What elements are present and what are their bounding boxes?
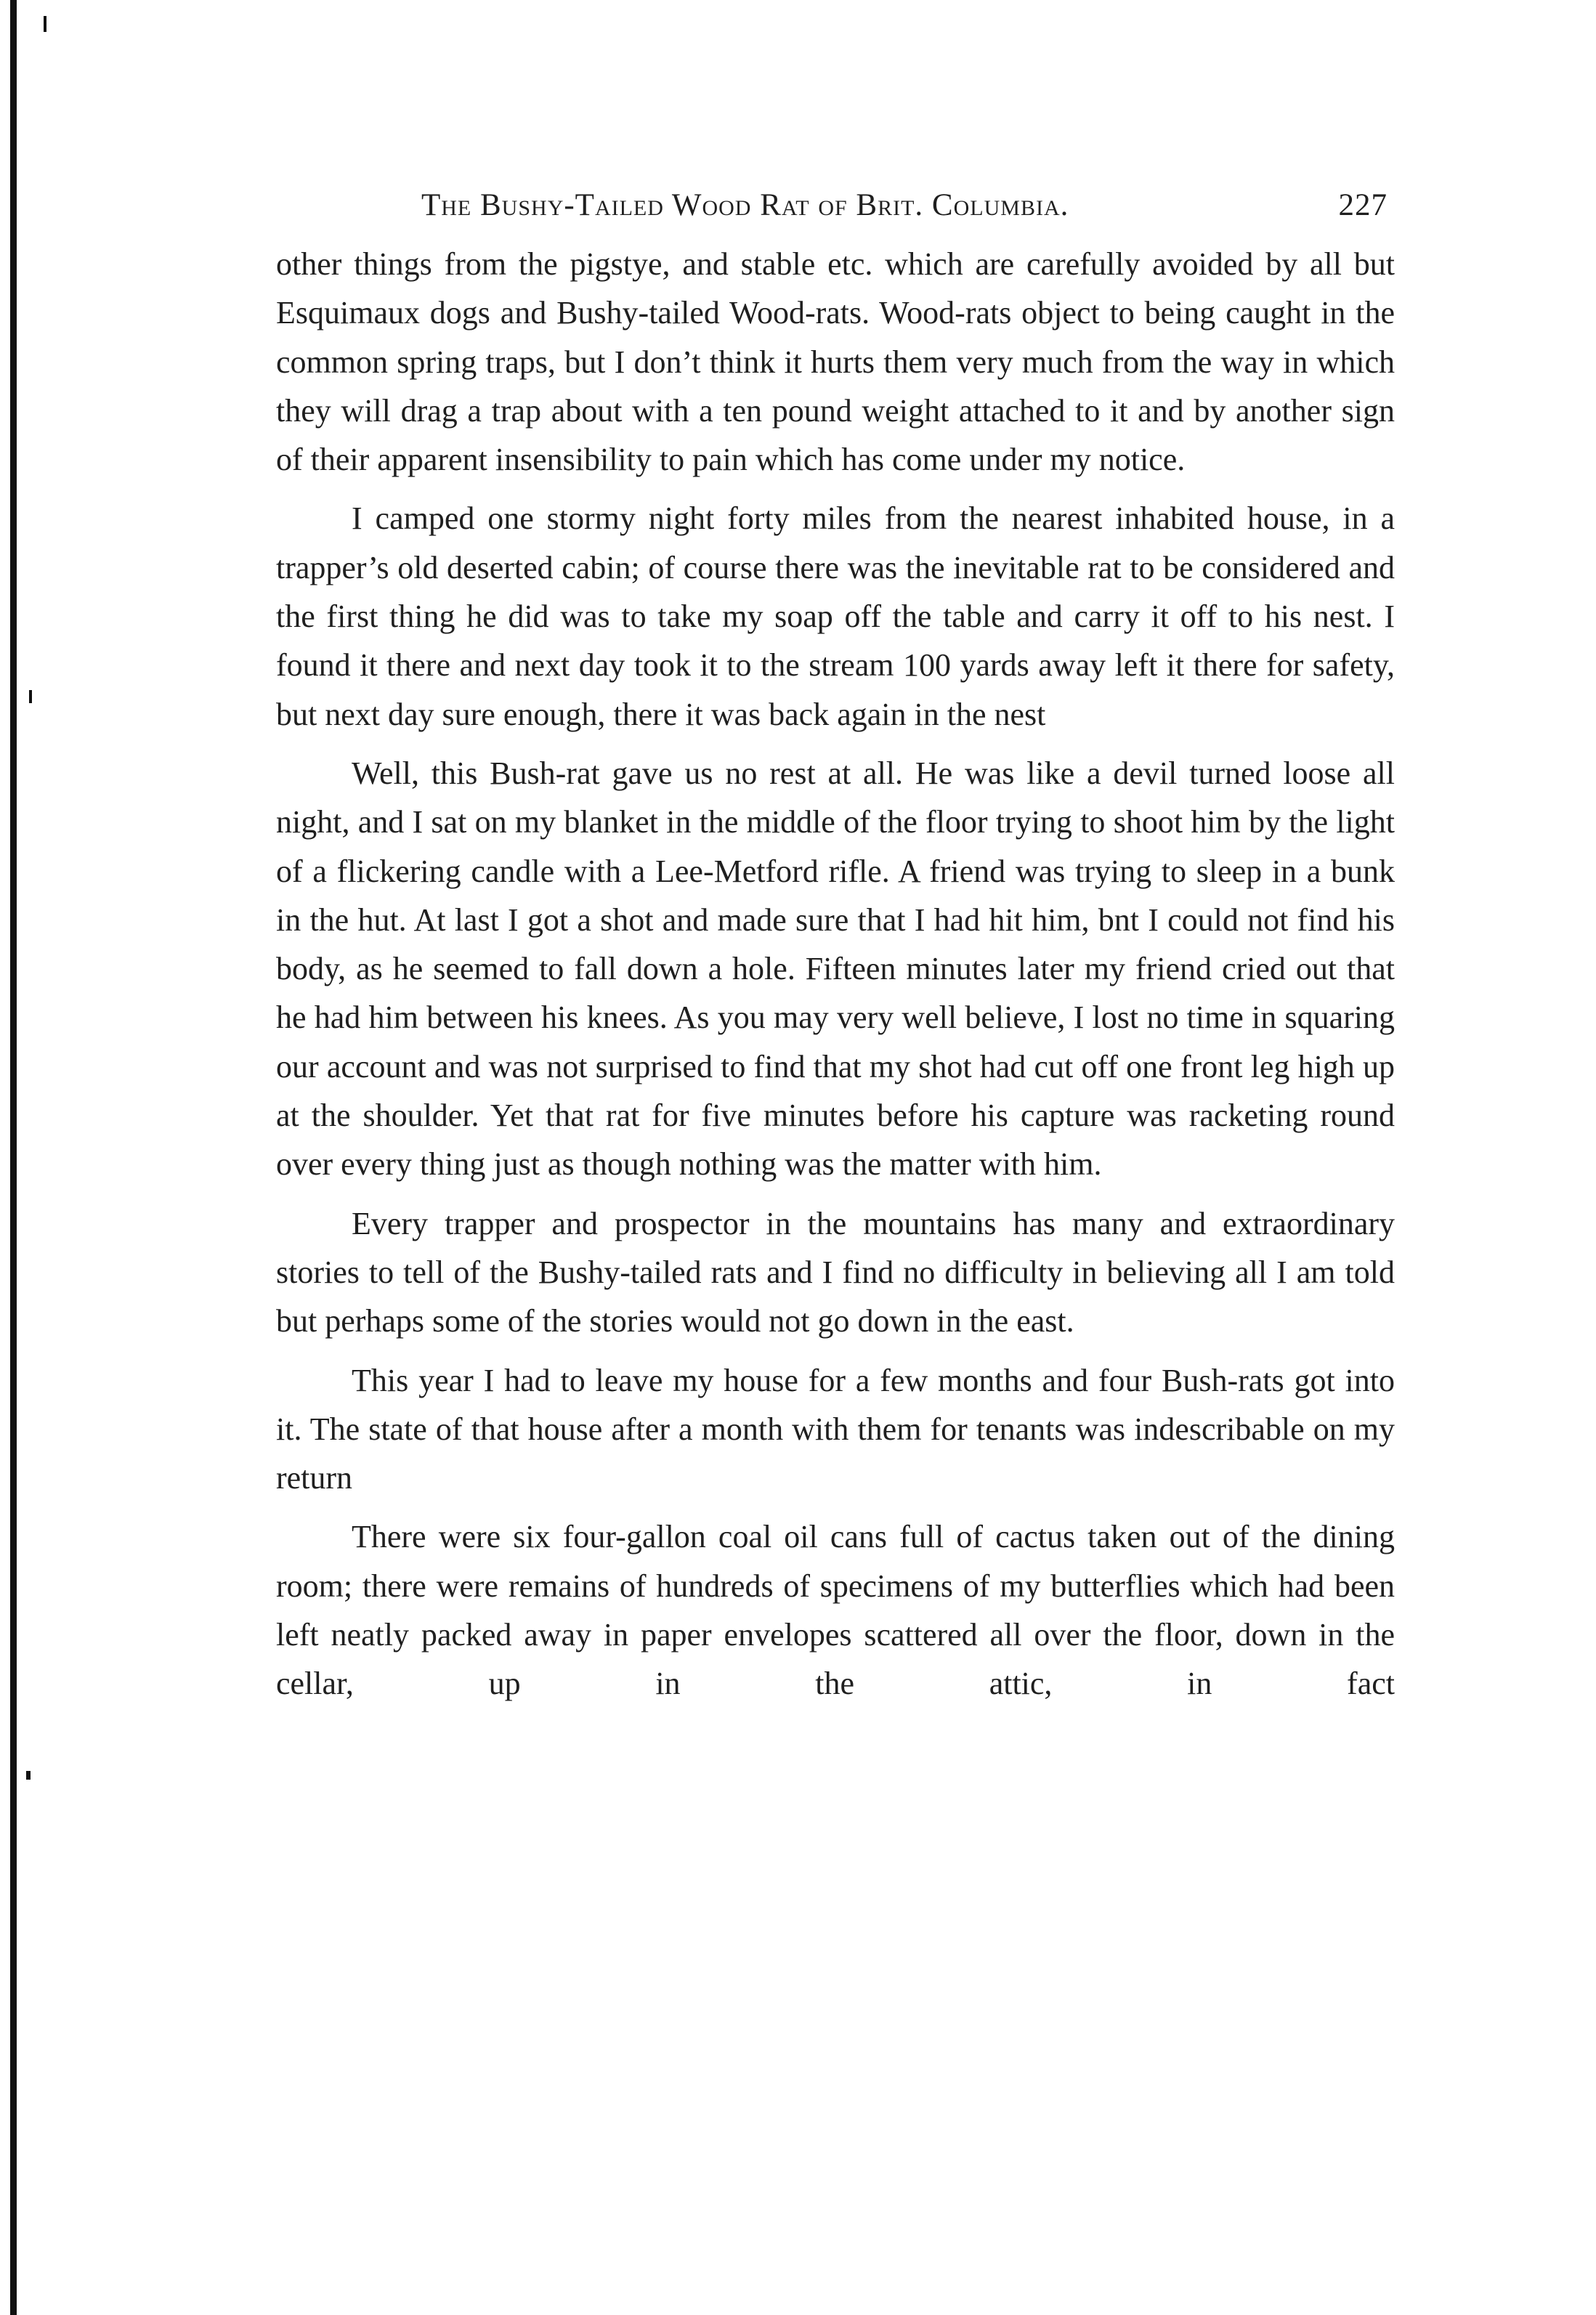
paragraph: other things from the pigstye, and stable etc. which are carefully avoided by all but Esquimaux dogs and Bushy-tailed Wood-rats. Wood-rats object to being caught in the common spring traps, but I don’t think it hurts them very much from the way in which they will drag a trap about with a ten pound weight attached to it and by another sign of their apparent insensibility to pain which has come under my notice. (276, 246, 1395, 478)
page-number: 227 (1338, 188, 1388, 222)
binding-edge (10, 0, 17, 2315)
binding-speck (29, 690, 32, 703)
book-page (276, 187, 1395, 1719)
page-header (276, 187, 1395, 235)
body-text (276, 240, 1395, 1708)
paragraph: There were six four-gallon coal oil cans full of cactus taken out of the dining room; there were remains of hundreds of specimens of my butterflies which had been left neatly packed away in paper envelopes scattered all over the floor, down in the cellar, up in the attic, in fact (276, 1519, 1395, 1702)
binding-speck (44, 16, 46, 32)
paragraph: Well, this Bush-rat gave us no rest at all. He was like a devil turned loose all night, and I sat on my blanket in the middle of the floor trying to shoot him by the light of a flickering candle with a Lee-Metford rifle. A friend was trying to sleep in a bunk in the hut. At last I got a shot and made sure that I had hit him, bnt I could not find his body, as he seemed to fall down a hole. Fifteen minutes later my friend cried out that he had him between his knees. As you may very well believe, I lost no time in squaring our account and was not surprised to find that my shot had cut off one front leg high up at the shoulder. Yet that rat for five minutes before his capture was racketing round over every thing just as though nothing was the matter with him. (276, 755, 1395, 1183)
paragraph: This year I had to leave my house for a few months and four Bush-rats got into it. The state of that house after a month with them for tenants was indescribable on my return (276, 1362, 1395, 1496)
paragraph: I camped one stormy night forty miles from the nearest inhabited house, in a trapper’s old deserted cabin; of course there was the inevitable rat to be considered and the first thing he did was to take my soap off the table and carry it off to his nest. I found it there and next day took it to the stream 100 yards away left it there for safety, but next day sure enough, there it was back again in the nest (276, 500, 1395, 732)
running-title: The Bushy-Tailed Wood Rat of Brit. Columbia. (421, 188, 1069, 222)
paragraph: Every trapper and prospector in the mountains has many and extraordinary stories to tell of the Bushy-tailed rats and I find no difficulty in believing all I am told but perhaps some of the stories would not go down in the east. (276, 1205, 1395, 1339)
binding-speck (26, 1771, 31, 1780)
